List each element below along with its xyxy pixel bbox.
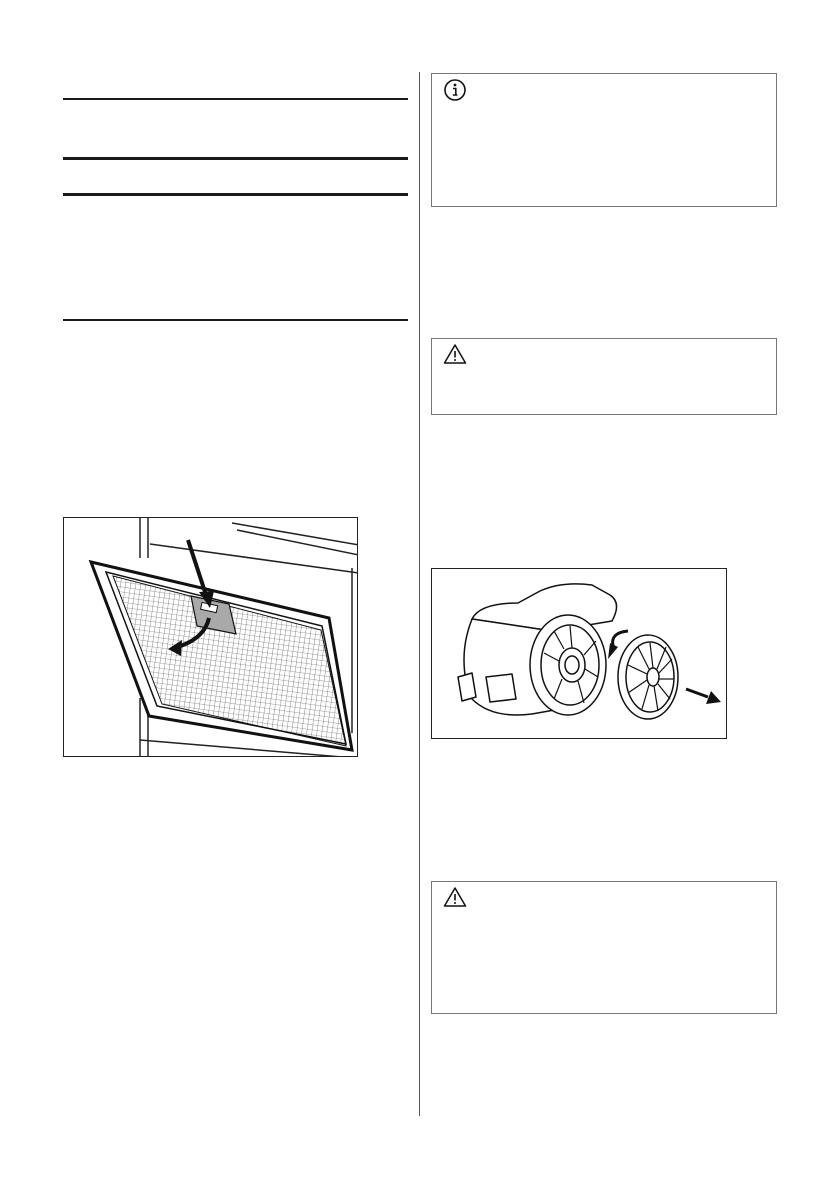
grease-filter-figure (63, 517, 358, 757)
section-rule-4 (63, 319, 408, 321)
info-icon (443, 78, 467, 102)
grease-filter-removal-illustration (64, 518, 358, 757)
warning-icon (443, 343, 467, 365)
column-divider (419, 72, 420, 1116)
warning-callout-2 (431, 881, 777, 1014)
warning-icon (443, 886, 467, 908)
section-rule-1 (63, 98, 408, 100)
carbon-filter-figure (431, 568, 727, 739)
section-rule-2 (63, 157, 408, 160)
warning-callout-1 (431, 338, 777, 415)
carbon-filter-removal-illustration (432, 569, 727, 739)
section-rule-3 (63, 193, 408, 196)
info-callout (431, 73, 777, 207)
